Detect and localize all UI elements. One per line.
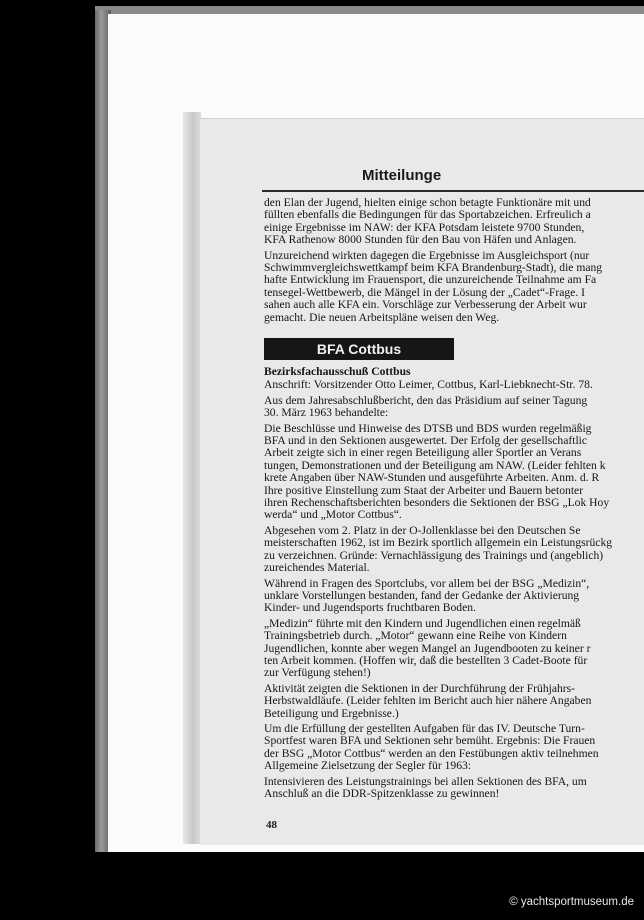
- copyright-watermark: © yachtsportmuseum.de: [509, 896, 634, 908]
- paragraph: Um die Erfüllung der gestellten Aufgaben für das IV. Deutsche Turn- Sportfest waren BFA und Sektionen sehr bemüht. Ergebnis: Die Frauen der BSG „Motor Cottbus“ werden an den Festübungen aktiv teilnehmen Allgemeine Zielsetzung der Segler für 1963:: [264, 721, 599, 773]
- paragraph: Unzureichend wirkten dagegen die Ergebnisse im Ausgleichsport (nur Schwimmvergleichswettkampf beim KFA Brandenburg-Stadt), die mang hafte Entwicklung im Frauensport, die unzureichende Teilnahme am Fa tensegel-Wettbewerb, die Mängel in der Lösung der „Cadet“-Frage. I sahen auch alle KFA ein. Vorschläge zur Verbesserung der Arbeit wur gemacht. Die neuen Arbeitspläne weisen den Weg.: [264, 248, 603, 324]
- section-subheading: Bezirksfachausschuß Cottbus: [264, 366, 411, 378]
- paragraph: Während in Fragen des Sportclubs, vor allem bei der BSG „Medizin“, unklare Vorstellungen bestanden, fand der Gedanke der Aktivierung Kinder- und Jugendsports fruchtbaren Boden.: [264, 576, 590, 615]
- paragraph: „Medizin“ führte mit den Kindern und Jugendlichen einen regelmäß Trainingsbetrieb durch. „Motor“ gewann eine Reihe von Kindern Jugendlichen, konnte aber wegen Mangel an Jugendbooten zu keiner r ten Arbeit kommen. (Hoffen wir, daß die bestellten 3 Cadet-Boote für zur Verfügung stehen!): [264, 616, 591, 680]
- page-header-title: Mitteilunge: [362, 167, 442, 184]
- paragraph: Intensivieren des Leistungstrainings bei allen Sektionen des BFA, um Anschluß an die DDR-Spitzenklasse zu gewinnen!: [264, 774, 587, 800]
- paragraph: den Elan der Jugend, hielten einige schon betagte Funktionäre mit und füllten ebenfalls die Bedingungen für das Sportabzeichen. Erfreulich a einige Ergebnisse im NAW: der KFA Potsdam leistete 9700 Stunden, KFA Rathenow 8000 Stunden für den Bau von Häfen und Anlagen.: [264, 197, 591, 247]
- section-text: [264, 366, 644, 803]
- paragraph: Aus dem Jahresabschlußbericht, den das Präsidium auf seiner Tagung 30. März 1963 behandelte:: [264, 393, 588, 420]
- paragraph: Aktivität zeigten die Sektionen in der Durchführung der Frühjahrs- Herbstwaldläufe. (Leider fehlten im Bericht auch hier nähere Angaben Beteiligung und Ergebnisse.): [264, 681, 592, 720]
- page-number: 48: [266, 819, 277, 831]
- page-fold-edge: [183, 112, 201, 844]
- section-banner: BFA Cottbus: [264, 338, 454, 360]
- paragraph: Die Beschlüsse und Hinweise des DTSB und BDS wurden regelmäßig BFA und in den Sektionen ausgewertet. Der Erfolg der gesellschaftlic Arbeit zeigte sich in einer regen Beteiligung aller Sportler an Verans tungen, Demonstrationen und der Beteiligung am NAW. (Leider fehlten k krete Angaben über NAW-Stunden und ausgeführte Arbeiten. Anm. d. R Ihre positive Einstellung zum Staat der Arbeiter und Bauern betonter ihren Rechenschaftsberichten besonders die Sektionen der BSG „Lok Hoy werda“ und „Motor Cottbus“.: [264, 421, 610, 522]
- header-rule: [262, 190, 644, 192]
- paragraph: Abgesehen vom 2. Platz in der O-Jollenklasse bei den Deutschen Se meisterschaften 1962, ist im Bezirk sportlich allgemein ein Leistungsrückg zu verzeichnen. Gründe: Vernachlässigung des Trainings und (angeblich) zureichendes Material.: [264, 523, 613, 575]
- intro-text: [264, 197, 644, 327]
- scan-top-edge: [95, 6, 644, 14]
- paragraph: Anschrift: Vorsitzender Otto Leimer, Cottbus, Karl-Liebknecht-Str. 78.: [264, 378, 593, 392]
